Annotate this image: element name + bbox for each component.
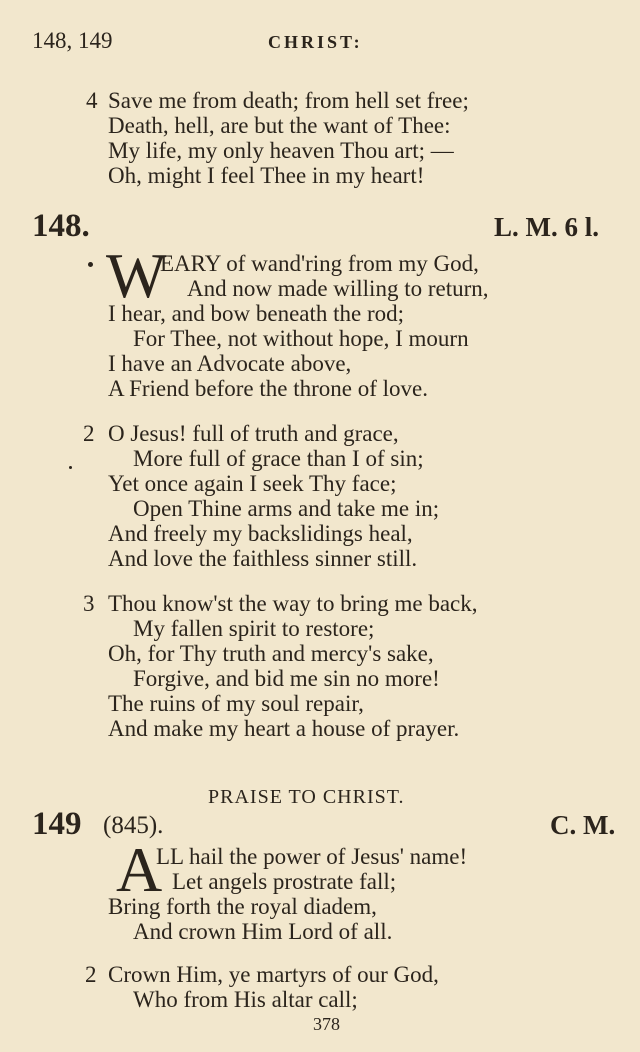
verse-line: And freely my backslidings heal, <box>108 521 413 546</box>
verse-number: 2 <box>85 962 97 987</box>
verse-number: 3 <box>83 591 95 616</box>
page-numbers: 148, 149 <box>32 28 113 53</box>
hymn-alt-number-149: (845). <box>103 812 164 839</box>
verse-line: And love the faithless sinner still. <box>108 546 418 571</box>
hymn-number-148: 148. <box>32 208 90 244</box>
hymn-meter-149: C. M. <box>550 810 616 840</box>
verse-line: The ruins of my soul repair, <box>108 691 364 716</box>
verse-line: And make my heart a house of prayer. <box>108 716 460 741</box>
margin-mark <box>69 466 72 469</box>
verse-line: Thou know'st the way to bring me back, <box>108 591 478 616</box>
verse-line: My fallen spirit to restore; <box>133 616 375 641</box>
verse-line: And now made willing to return, <box>187 276 489 301</box>
verse-line: More full of grace than I of sin; <box>133 446 424 471</box>
verse-line: O Jesus! full of truth and grace, <box>108 421 399 446</box>
verse-line: Who from His altar call; <box>133 987 358 1012</box>
verse-line: For Thee, not without hope, I mourn <box>133 326 469 351</box>
verse-line: Let angels prostrate fall; <box>172 869 397 894</box>
verse-line: And crown Him Lord of all. <box>133 919 393 944</box>
drop-cap: W <box>106 240 167 311</box>
drop-cap: A <box>116 834 163 905</box>
running-title: CHRIST: <box>268 32 363 52</box>
verse-line: A Friend before the throne of love. <box>108 376 428 401</box>
verse-number: 4 <box>86 88 98 113</box>
margin-mark <box>88 262 93 267</box>
verse-line: Bring forth the royal diadem, <box>108 894 377 919</box>
verse-line: Yet once again I seek Thy face; <box>108 471 397 496</box>
verse-number: 2 <box>83 421 95 446</box>
verse-line: I hear, and bow beneath the rod; <box>108 301 405 326</box>
hymn-subtitle-149: PRAISE TO CHRIST. <box>208 786 405 808</box>
verse-line: Save me from death; from hell set free; <box>108 88 469 113</box>
verse-line: My life, my only heaven Thou art; — <box>108 138 454 163</box>
verse-line: I have an Advocate above, <box>108 351 352 376</box>
verse-line: Open Thine arms and take me in; <box>133 496 440 521</box>
verse-line: EARY of wand'ring from my God, <box>160 251 479 276</box>
verse-line: Crown Him, ye martyrs of our God, <box>108 962 439 987</box>
verse-line: LL hail the power of Jesus' name! <box>156 844 468 869</box>
verse-line: Forgive, and bid me sin no more! <box>133 666 440 691</box>
verse-line: Oh, for Thy truth and mercy's sake, <box>108 641 434 666</box>
verse-line: Death, hell, are but the want of Thee: <box>108 113 451 138</box>
footer-page-number: 378 <box>313 1014 340 1034</box>
hymn-meter-148: L. M. 6 l. <box>494 212 599 242</box>
verse-line: Oh, might I feel Thee in my heart! <box>108 163 425 188</box>
hymn-number-149: 149 <box>32 806 82 842</box>
